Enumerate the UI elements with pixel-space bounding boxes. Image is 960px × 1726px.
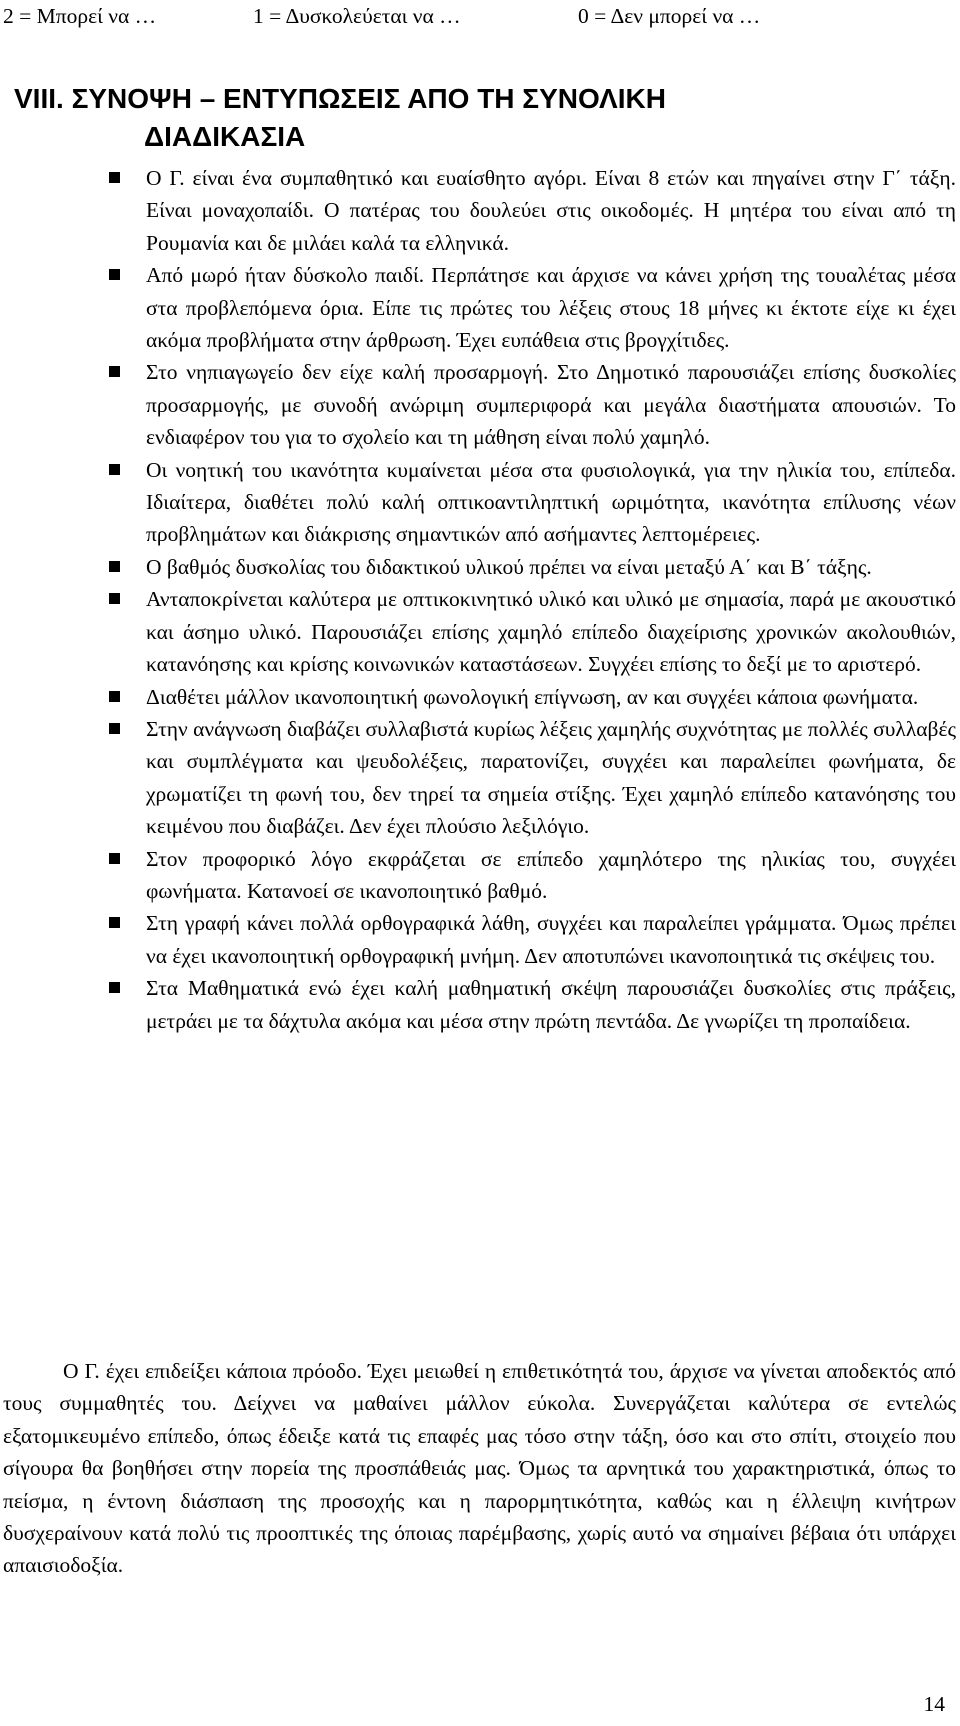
list-item-text: Ο βαθμός δυσκολίας του διδακτικού υλικού πρέπει να είναι μεταξύ Α΄ και Β΄ τάξης. <box>146 554 872 579</box>
list-item <box>111 259 956 356</box>
square-bullet-icon <box>109 561 120 572</box>
square-bullet-icon <box>109 917 120 928</box>
list-item-text: Στην ανάγνωση διαβάζει συλλαβιστά κυρίως λέξεις χαμηλής συχνότητας με πολλές συλλαβές και συμπλέγματα και ψευδολέξεις, παρατονίζει, συγχέει και παραλείπει φωνήματα, δε χρωματίζει τη φωνή του, δεν τηρεί τα σημεία στίξης. Έχει χαμηλό επίπεδο κατανόησης του κειμένου που διαβάζει. Δεν έχει πλούσιο λεξιλόγιο. <box>146 716 956 839</box>
list-item <box>111 356 956 453</box>
scale-zero-label: 0 = Δεν μπορεί να … <box>578 4 761 28</box>
list-item <box>111 681 956 713</box>
list-item-text: Ανταποκρίνεται καλύτερα με οπτικοκινητικό υλικό και υλικό με σημασία, παρά με ακουστικό και άσημο υλικό. Παρουσιάζει επίσης χαμηλό επίπεδο διαχείρισης χρονικών ακολουθιών, κατανόησης και κρίσης κοινωνικών καταστάσεων. Συγχέει επίσης το δεξί με το αριστερό. <box>146 587 956 677</box>
square-bullet-icon <box>109 723 120 734</box>
scale-two-label: 2 = Μπορεί να … <box>3 4 157 28</box>
list-item <box>111 454 956 551</box>
list-item-text: Στο νηπιαγωγείο δεν είχε καλή προσαρμογή. Στο Δημοτικό παρουσιάζει επίσης δυσκολίες προσαρμογής, με συνοδή ανώριμη συμπεριφορά και μεγάλα διαστήματα απουσιών. Το ενδιαφέρον του για το σχολείο και τη μάθηση είναι πολύ χαμηλό. <box>146 360 956 450</box>
list-item-text: Από μωρό ήταν δύσκολο παιδί. Περπάτησε και άρχισε να κάνει χρήση της τουαλέτας μέσα στα προβλεπόμενα όρια. Είπε τις πρώτες του λέξεις στους 18 μήνες κι έκτοτε είχε κι έχει ακόμα προβλήματα στην άρθρωση. Έχει ευπάθεια στις βρογχίτιδες. <box>146 263 956 353</box>
list-item <box>111 713 956 843</box>
square-bullet-icon <box>109 593 120 604</box>
square-bullet-icon <box>109 982 120 993</box>
list-item <box>111 162 956 259</box>
list-item <box>111 551 956 583</box>
square-bullet-icon <box>109 269 120 280</box>
square-bullet-icon <box>109 853 120 864</box>
list-item <box>111 972 956 1037</box>
summary-bullet-list <box>111 162 956 1037</box>
section-title <box>14 80 934 156</box>
square-bullet-icon <box>109 172 120 183</box>
list-item <box>111 843 956 908</box>
list-item <box>111 907 956 972</box>
list-item-text: Ο Γ. είναι ένα συμπαθητικό και ευαίσθητο αγόρι. Είναι 8 ετών και πηγαίνει στην Γ΄ τάξη. Είναι μοναχοπαίδι. Ο πατέρας του δουλεύει στις οικοδομές. Η μητέρα του είναι από τη Ρουμανία και δε μιλάει καλά τα ελληνικά. <box>146 166 956 255</box>
scale-one-label: 1 = Δυσκολεύεται να … <box>253 4 461 28</box>
list-item-text: Στον προφορικό λόγο εκφράζεται σε επίπεδο χαμηλότερο της ηλικίας του, συγχέει φωνήματα. Κατανοεί σε ικανοποιητικό βαθμό. <box>146 846 956 903</box>
list-item <box>111 583 956 680</box>
rating-scale-legend <box>3 2 933 30</box>
section-title-line2: ΔΙΑΔΙΚΑΣΙΑ <box>144 121 306 152</box>
list-item-text: Στη γραφή κάνει πολλά ορθογραφικά λάθη, συγχέει και παραλείπει γράμματα. Όμως πρέπει να έχει ικανοποιητική ορθογραφική μνήμη. Δεν αποτυπώνει ικανοποιητικά τις σκέψεις του. <box>146 911 956 968</box>
list-item-text: Διαθέτει μάλλον ικανοποιητική φωνολογική επίγνωση, αν και συγχέει κάποια φωνήματα. <box>146 684 919 709</box>
list-item-text: Στα Μαθηματικά ενώ έχει καλή μαθηματική σκέψη παρουσιάζει δυσκολίες στις πράξεις, μετράει με τα δάχτυλα ακόμα και μέσα στην πρώτη πεντάδα. Δε γνωρίζει τη προπαίδεια. <box>146 976 956 1033</box>
square-bullet-icon <box>109 464 120 475</box>
square-bullet-icon <box>109 691 120 702</box>
page-number: 14 <box>923 1692 945 1716</box>
closing-paragraph: Ο Γ. έχει επιδείξει κάποια πρόοδο. Έχει μειωθεί η επιθετικότητά του, άρχισε να γίνεται αποδεκτός από τους συμμαθητές του. Δείχνει να μαθαίνει μάλλον εύκολα. Συνεργάζεται καλύτερα σε εντελώς εξατομικευμένο επίπεδο, όπως έδειξε κατά τις επαφές μας τόσο στην τάξη, όσο και στο σπίτι, στοιχείο που σίγουρα θα βοηθήσει στην πορεία της προσπάθειάς μας. Όμως τα αρνητικά του χαρακτηριστικά, όπως το πείσμα, η έντονη διάσπαση της προσοχής και η παρορμητικότητα, καθώς και η έλλειψη κινήτρων δυσχεραίνουν κατά πολύ τις προοπτικές της όποιας παρέμβασης, χωρίς αυτό να σημαίνει βέβαια ότι υπάρχει απαισιοδοξία. <box>3 1359 956 1578</box>
section-title-line1: VIII. ΣΥΝΟΨΗ – ΕΝΤΥΠΩΣΕΙΣ ΑΠΟ ΤΗ ΣΥΝΟΛΙΚΗ <box>14 83 666 114</box>
square-bullet-icon <box>109 366 120 377</box>
list-item-text: Οι νοητική του ικανότητα κυμαίνεται μέσα στα φυσιολογικά, για την ηλικία του, επίπεδα. Ιδιαίτερα, διαθέτει πολύ καλή οπτικοαντιληπτική ωριμότητα, ικανότητα επίλυσης νέων προβλημάτων και διάκρισης σημαντικών από ασήμαντες λεπτομέρειες. <box>146 457 956 547</box>
